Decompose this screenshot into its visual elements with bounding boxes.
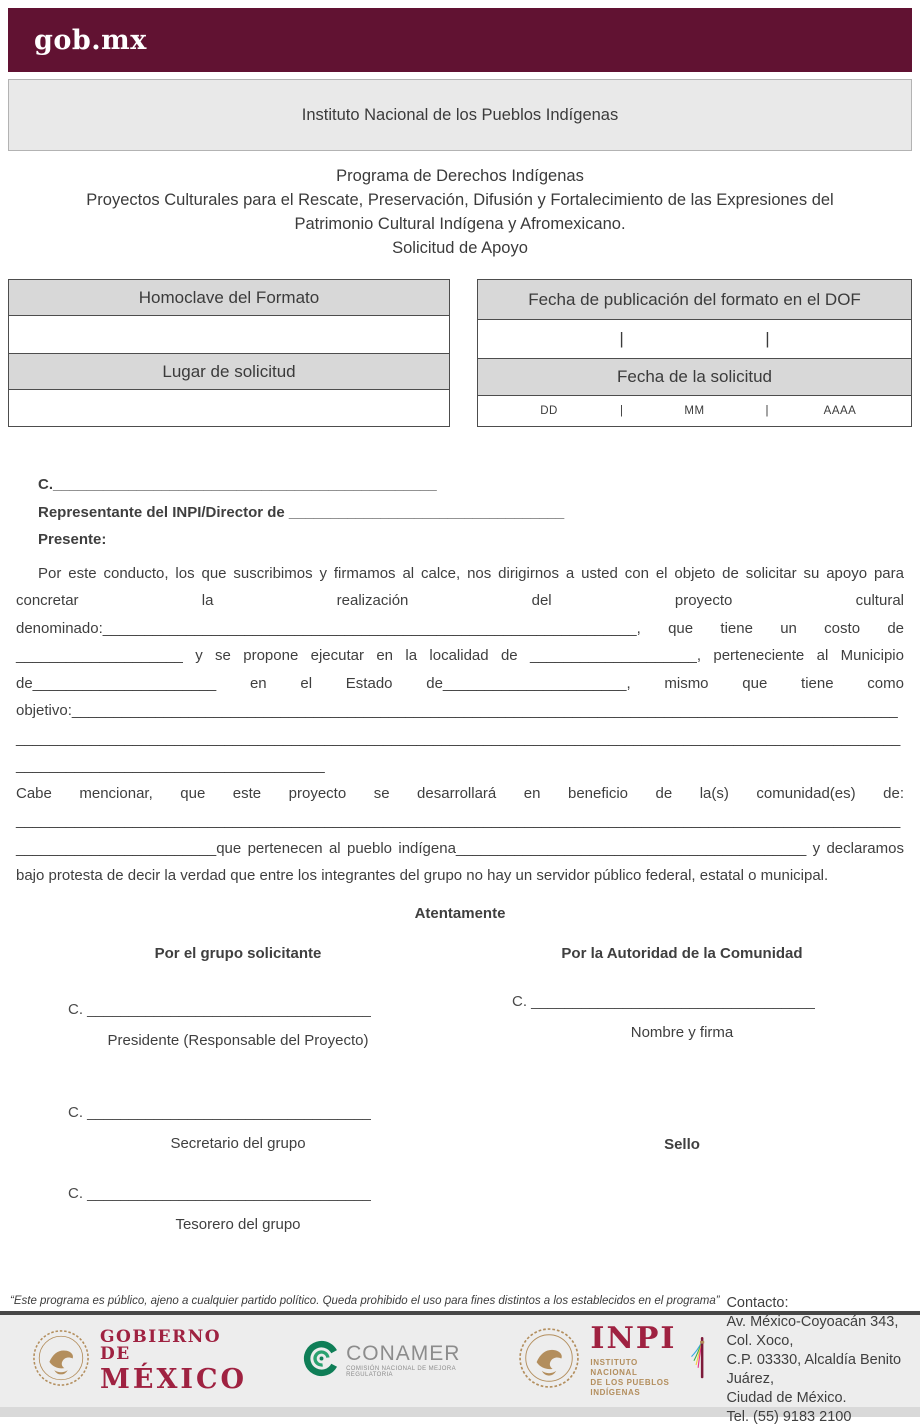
contact-address-line2: C.P. 03330, Alcaldía Benito Juárez,: [726, 1352, 902, 1387]
day-label: DD: [540, 404, 558, 417]
inpi-eagle-icon: [518, 1327, 580, 1394]
contact-address-line1: Av. México-Coyoacán 343, Col. Xoco,: [726, 1314, 899, 1349]
gobmx-header-band: [8, 8, 912, 72]
lugar-solicitud-header-cell: Lugar de solicitud: [9, 354, 450, 390]
signature-column-right: [460, 982, 904, 1261]
signature-label: Secretario del grupo: [170, 1135, 306, 1152]
form-subtitle: Solicitud de Apoyo: [392, 239, 528, 257]
signature-line[interactable]: C. __________________________________: [512, 992, 815, 1010]
dof-date-value-cell[interactable]: [478, 320, 912, 358]
mexico-eagle-icon: [32, 1329, 90, 1392]
gobmx-word-line1: GOBIERNO DE: [100, 1326, 222, 1364]
gobmx-logo: gob.mx: [34, 24, 147, 56]
conamer-wordmark: [346, 1343, 460, 1378]
dates-table: [477, 279, 912, 427]
institute-bar: [8, 79, 912, 151]
inpi-logo: [518, 1320, 677, 1398]
signature-area: [16, 982, 904, 1261]
gobierno-de-mexico-logo: [32, 1326, 248, 1395]
program-disclaimer: “Este programa es público, ajeno a cualquier partido político. Queda prohibido el uso para fines distintos a los establecidos en el programa”: [10, 1294, 720, 1307]
date-separator: |: [765, 404, 769, 417]
contact-address-line3: Ciudad de México.: [726, 1390, 847, 1406]
gobierno-de-mexico-wordmark: [100, 1326, 248, 1395]
date-separator: |: [620, 404, 624, 417]
addressee-line: C.______________________________________________: [38, 476, 437, 493]
signature-group: [68, 1099, 408, 1158]
form-title-block: [8, 164, 912, 260]
month-label: MM: [684, 404, 705, 417]
conamer-tagline: COMISIÓN NACIONAL DE MEJORA REGULATORIA: [346, 1366, 456, 1378]
inpi-wordmark: [590, 1320, 677, 1398]
signature-line[interactable]: C. __________________________________: [68, 1184, 371, 1202]
letter-body: [8, 471, 912, 1261]
homoclave-value-cell[interactable]: [9, 316, 450, 354]
dof-date-header-cell: Fecha de publicación del formato en el DOF: [478, 280, 912, 320]
conamer-logo: [303, 1340, 460, 1382]
group-heading-left: Por el grupo solicitante: [154, 945, 322, 962]
contact-block: [726, 1294, 916, 1427]
signature-label: Nombre y firma: [630, 1024, 734, 1041]
institute-title: Instituto Nacional de los Pueblos Indígenas: [301, 105, 619, 124]
signature-group: [512, 988, 852, 1047]
signature-group: [68, 996, 408, 1055]
info-tables-row: [8, 279, 912, 427]
inpi-acronym: INPI: [590, 1320, 677, 1356]
conamer-name: CONAMER: [346, 1342, 461, 1365]
contact-phone: Tel. (55) 9183 2100: [726, 1409, 852, 1425]
representative-line: Representante del INPI/Director de _________________________________: [38, 503, 565, 521]
solicitud-date-header-cell: Fecha de la solicitud: [478, 358, 912, 395]
inpi-name-line1: INSTITUTO NACIONAL: [590, 1357, 638, 1377]
lugar-solicitud-value-cell[interactable]: [9, 390, 450, 427]
contact-heading: Contacto:: [726, 1295, 789, 1311]
body-paragraph-1: Por este conducto, los que suscribimos y firmamos al calce, nos dirigirnos a usted con el objeto de solicitar su apoyo para concretar la realización del proyecto cultural denominado:________________________________________________________________, que tiene un costo de ____________________ y se propone ejecutar en la localidad de ____________________, perteneciente al Municipio de______________________ en el Estado de______________________, mismo que tiene como objetivo:__________________________________________________________________________________________________________________________________________________________________________________________________________________________________________________: [16, 564, 904, 774]
date-separator: |: [765, 329, 770, 348]
signature-line[interactable]: C. __________________________________: [68, 1000, 371, 1018]
homoclave-table: [8, 279, 450, 427]
homoclave-header-cell: Homoclave del Formato: [9, 280, 450, 316]
signature-column-left: [16, 982, 460, 1261]
program-title: Programa de Derechos Indígenas: [336, 167, 584, 185]
signature-line[interactable]: C. __________________________________: [68, 1103, 371, 1121]
closing-word: Atentamente: [414, 904, 506, 922]
signature-group: [68, 1180, 408, 1239]
salutation: Presente:: [38, 531, 107, 548]
inpi-name-line3: INDÍGENAS: [590, 1387, 641, 1397]
date-separator: |: [619, 329, 624, 348]
group-heading-right: Por la Autoridad de la Comunidad: [561, 945, 803, 962]
solicitud-date-value-cell[interactable]: [478, 395, 912, 426]
year-label: AAAA: [823, 404, 857, 417]
seal-label: Sello: [664, 1135, 700, 1153]
signature-label: Presidente (Responsable del Proyecto): [107, 1032, 369, 1049]
ceremonial-staff-icon: [688, 1328, 716, 1393]
conamer-icon: [303, 1340, 340, 1382]
signature-label: Tesorero del grupo: [175, 1216, 301, 1233]
body-paragraph-2: Cabe mencionar, que este proyecto se desarrollará en beneficio de la(s) comunidad(es) de: __________________________________________________________________________________________________________________________________que pertenecen al pueblo indígena__________________________________________ y declaramos bajo protesta de decir la verdad que entre los integrantes del grupo no hay un servidor público federal, estatal o municipal.: [16, 784, 904, 884]
project-title: Proyectos Culturales para el Rescate, Preservación, Difusión y Fortalecimiento de las Expresiones del Patrimonio Cultural Indígena y Afromexicano.: [86, 191, 834, 233]
inpi-name-line2: DE LOS PUEBLOS: [590, 1377, 670, 1387]
gobmx-word-line2: MÉXICO: [100, 1363, 248, 1395]
signature-headings: [16, 940, 904, 968]
